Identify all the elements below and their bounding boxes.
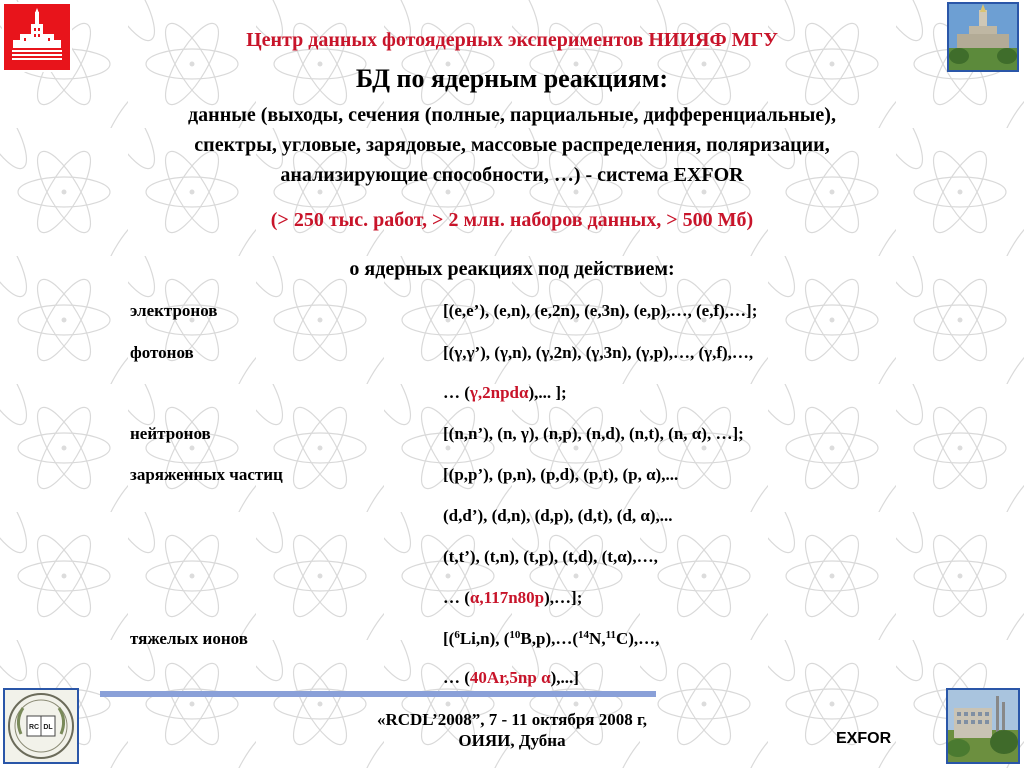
description-line: анализирующие способности, …) - система EXFOR	[280, 164, 744, 186]
description	[80, 100, 944, 190]
reaction-list: [(e,e’), (e,n), (e,2n), (e,3n), (e,p),…, (e,f),…];	[443, 301, 758, 320]
reaction-list: [(γ,γ’), (γ,n), (γ,2n), (γ,3n), (γ,p),…, (γ,f),…,	[443, 343, 754, 362]
rcdl-logo	[3, 688, 79, 764]
reaction-row-photons	[0, 338, 1024, 368]
rcdl-emblem-icon	[5, 690, 77, 762]
description-line: спектры, угловые, зарядовые, массовые распределения, поляризации,	[194, 134, 830, 156]
stats-line: (> 250 тыс. работ, > 2 млн. наборов данных, > 500 Мб)	[270, 209, 754, 231]
particle-label: нейтронов	[130, 424, 211, 443]
exfor-label: EXFOR	[836, 730, 892, 747]
conference-location: ОИЯИ, Дубна	[458, 731, 566, 750]
reaction-row-neutrons	[0, 419, 1024, 449]
center-title: Центр данных фотоядерных экспериментов НИИЯФ МГУ	[246, 29, 778, 51]
conference-info: «RCDL’2008”, 7 - 11 октября 2008 г,	[376, 710, 648, 729]
reaction-row-charged-cont	[0, 501, 1024, 531]
msu-building-icon	[4, 4, 70, 70]
reaction-row-charged	[0, 460, 1024, 490]
particle-label: фотонов	[130, 343, 194, 362]
reaction-row-electrons	[0, 296, 1024, 326]
msu-photo	[947, 2, 1019, 72]
description-line: данные (выходы, сечения (полные, парциальные, дифференциальные),	[188, 104, 836, 126]
reaction-row-charged-cont	[0, 583, 1024, 613]
reaction-list: (t,t’), (t,n), (t,p), (t,d), (t,α),…,	[443, 547, 658, 566]
reaction-row-heavy-ions-cont	[0, 663, 1024, 693]
jinr-building-photo-icon	[948, 690, 1018, 762]
reaction-list-superscripts: [($^6$Li,n), ($^{10}$B,p),…($^{14}$N,$^{11}$C),…,	[443, 629, 660, 648]
reactions-heading: о ядерных реакциях под действием:	[349, 258, 675, 280]
reaction-list-highlighted: … (40Ar,5np α),...]	[443, 668, 579, 687]
reaction-row-heavy-ions	[0, 624, 1024, 654]
reaction-row-photons-cont	[0, 378, 1024, 408]
page-title: БД по ядерным реакциям:	[355, 64, 669, 93]
reaction-row-charged-cont	[0, 542, 1024, 572]
reaction-list: [(p,p’), (p,n), (p,d), (p,t), (p, α),...	[443, 465, 679, 484]
rcdl-text-right: DL	[43, 724, 53, 731]
jinr-photo	[946, 688, 1020, 764]
particle-label: тяжелых ионов	[130, 629, 248, 648]
university-building-photo-icon	[949, 4, 1017, 70]
reaction-list: (d,d’), (d,n), (d,p), (d,t), (d, α),...	[443, 506, 673, 525]
reaction-list-highlighted: … (α,117n80p),…];	[443, 588, 583, 607]
particle-label: электронов	[130, 301, 218, 320]
msu-logo	[2, 2, 72, 72]
reaction-list-highlighted: … (γ,2npdα),... ];	[443, 383, 567, 402]
particle-label: заряженных частиц	[130, 465, 283, 484]
reaction-list: [(n,n’), (n, γ), (n,p), (n,d), (n,t), (n, α), …];	[443, 424, 744, 443]
divider	[100, 691, 656, 697]
rcdl-text-left: RC	[28, 724, 40, 731]
